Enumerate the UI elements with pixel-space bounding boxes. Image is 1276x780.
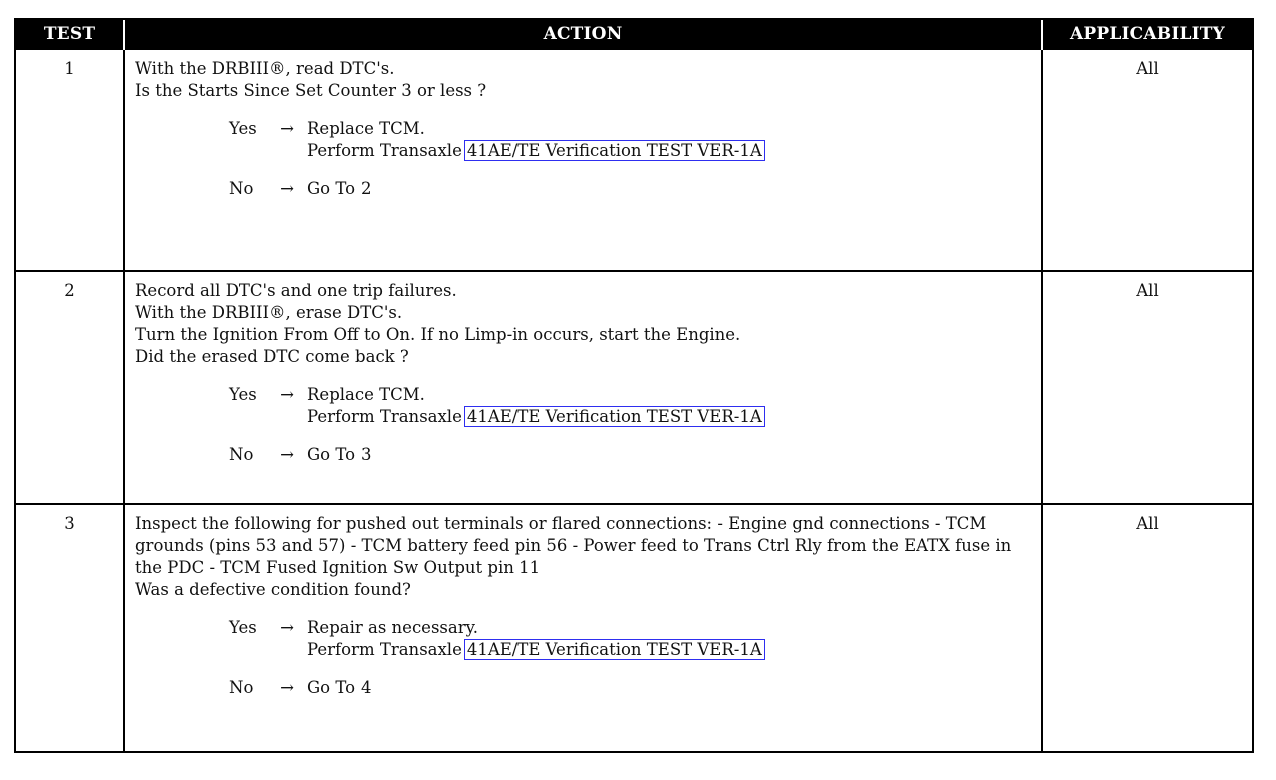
no-result [307, 178, 1031, 200]
table-row [16, 49, 1252, 271]
right-arrow-icon: → [280, 119, 294, 138]
perform-text: Perform Transaxle [307, 141, 462, 160]
no-row [229, 444, 1031, 466]
applicability-value: All [1042, 271, 1252, 504]
right-arrow-icon: → [280, 678, 294, 697]
yes-row [229, 617, 1031, 661]
yes-label: Yes [229, 119, 257, 138]
goto-target: 3 [361, 445, 372, 464]
verification-test-link[interactable]: 41AE/TE Verification TEST VER-1A [464, 406, 765, 427]
yes-action: Replace TCM. [307, 119, 425, 138]
perform-text: Perform Transaxle [307, 407, 462, 426]
yes-no-block [229, 118, 1031, 200]
no-label: No [229, 179, 254, 198]
no-row [229, 677, 1031, 699]
test-number: 3 [16, 504, 124, 751]
yes-result [307, 118, 1031, 162]
yes-result [307, 384, 1031, 428]
yes-action: Replace TCM. [307, 385, 425, 404]
yes-no-block [229, 384, 1031, 466]
goto-text: Go To [307, 678, 356, 697]
table-row [16, 271, 1252, 504]
verification-test-link[interactable]: 41AE/TE Verification TEST VER-1A [464, 140, 765, 161]
prompt-line: Record all DTC's and one trip failures. [135, 281, 457, 300]
right-arrow-icon: → [280, 445, 294, 464]
action-cell [124, 504, 1042, 751]
no-result [307, 444, 1031, 466]
yes-label: Yes [229, 385, 257, 404]
applicability-value: All [1042, 504, 1252, 751]
prompt-line: Inspect the following for pushed out terminals or flared connections: - Engine gnd connections - TCM grounds (pins 53 and 57) - TCM battery feed pin 56 - Power feed to Trans Ctrl Rly from the EATX fuse in the PDC - TCM Fused Ignition Sw Output pin 11 [135, 514, 1012, 577]
yes-action: Repair as necessary. [307, 618, 478, 637]
right-arrow-icon: → [280, 385, 294, 404]
header-applicability: APPLICABILITY [1042, 20, 1252, 49]
yes-no-block [229, 617, 1031, 699]
yes-label: Yes [229, 618, 257, 637]
header-action: ACTION [124, 20, 1042, 49]
no-result [307, 677, 1031, 699]
yes-row [229, 118, 1031, 162]
right-arrow-icon: → [280, 618, 294, 637]
goto-target: 4 [361, 678, 372, 697]
test-number: 1 [16, 49, 124, 271]
yes-row [229, 384, 1031, 428]
prompt-line: With the DRBIII®, erase DTC's. [135, 303, 403, 322]
no-row [229, 178, 1031, 200]
question-line: Is the Starts Since Set Counter 3 or less ? [135, 81, 487, 100]
goto-target: 2 [361, 179, 372, 198]
applicability-value: All [1042, 49, 1252, 271]
diagnostic-test-table [14, 18, 1254, 753]
prompt-line: With the DRBIII®, read DTC's. [135, 59, 395, 78]
verification-test-link[interactable]: 41AE/TE Verification TEST VER-1A [464, 639, 765, 660]
right-arrow-icon: → [280, 179, 294, 198]
table-row [16, 504, 1252, 751]
test-number: 2 [16, 271, 124, 504]
header-test: TEST [16, 20, 124, 49]
table-header [16, 20, 1252, 49]
question-line: Did the erased DTC come back ? [135, 347, 409, 366]
test-table [16, 20, 1252, 751]
action-cell [124, 49, 1042, 271]
goto-text: Go To [307, 179, 356, 198]
yes-result [307, 617, 1031, 661]
action-cell [124, 271, 1042, 504]
prompt-line: Turn the Ignition From Off to On. If no Limp-in occurs, start the Engine. [135, 325, 741, 344]
goto-text: Go To [307, 445, 356, 464]
question-line: Was a defective condition found? [135, 580, 411, 599]
no-label: No [229, 678, 254, 697]
perform-text: Perform Transaxle [307, 640, 462, 659]
no-label: No [229, 445, 254, 464]
